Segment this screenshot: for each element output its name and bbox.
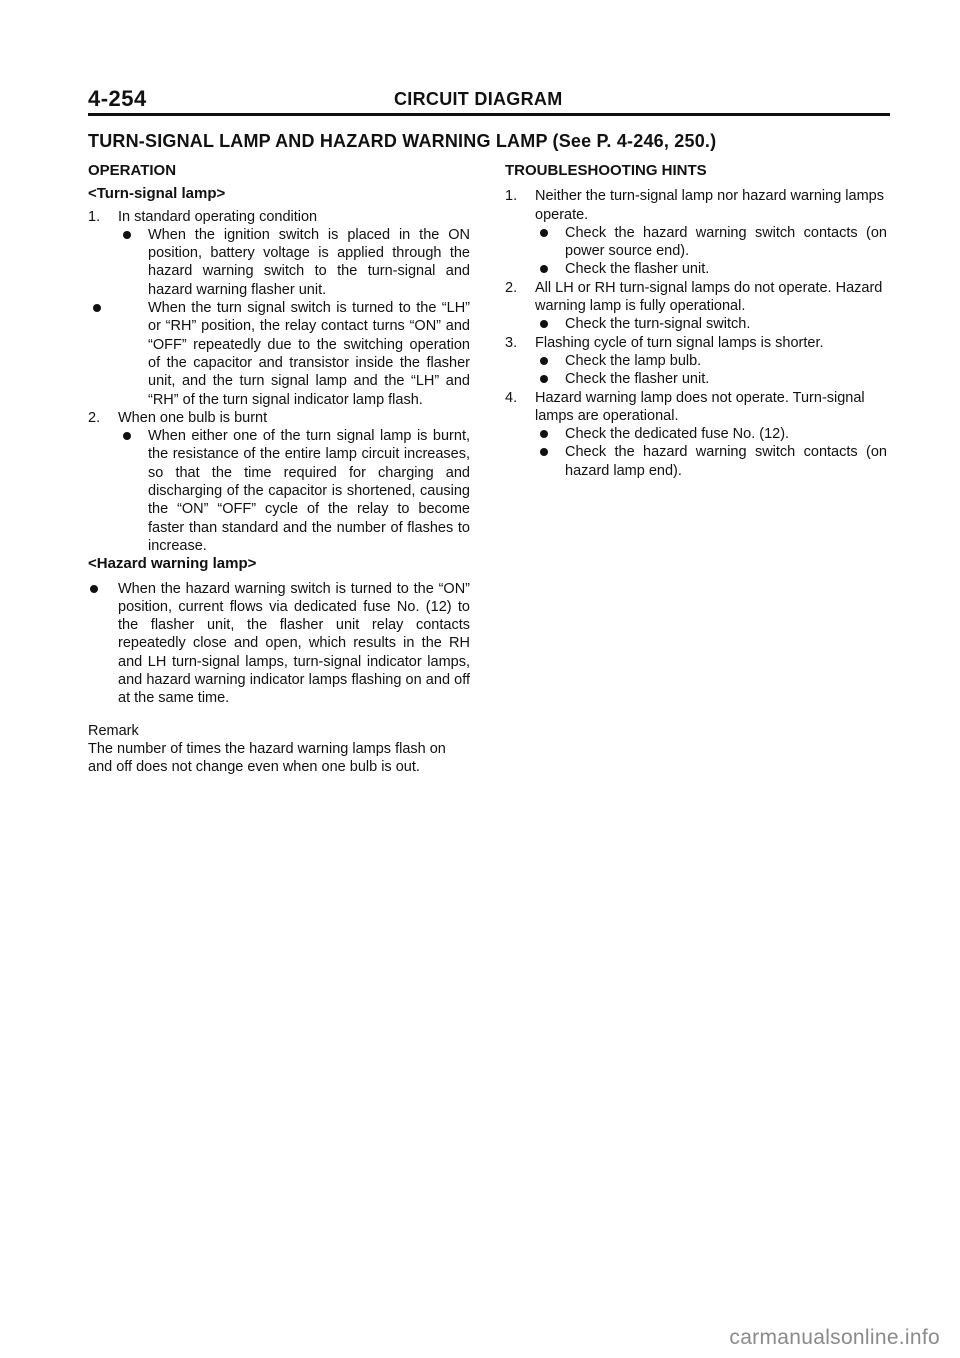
operation-item-1 [88,208,470,409]
bullet-text: When the hazard warning switch is turned to the “ON” position, current flows via dedicated fuse No. (12) to the flasher unit, the flasher unit relay contacts repeatedly close and open, which results in the RH and LH turn-signal lamps, turn-signal indicator lamps, and hazard warning indicator lamps flashing on and off at the same time. [118,580,470,707]
hint-item-2 [505,279,887,334]
item-number: 1. [505,188,518,205]
bullet-icon [123,231,131,239]
bullet-item [118,226,470,299]
bullet-icon [540,229,548,237]
running-head: CIRCUIT DIAGRAM [394,89,563,109]
troubleshooting-heading: TROUBLESHOOTING HINTS [505,162,707,179]
bullet-icon [93,304,101,312]
section-title: TURN-SIGNAL LAMP AND HAZARD WARNING LAMP (See P. 4-246, 250.) [88,131,717,151]
bullet-text: Check the flasher unit. [565,371,710,388]
bullet-icon [90,585,98,593]
hint-item-4 [505,389,887,480]
hint-item-1 [505,187,887,278]
item-text: Hazard warning lamp does not operate. Turn-signal lamps are operational. [535,389,865,424]
bullet-item [535,370,887,388]
bullet-icon [540,448,548,456]
bullet-item [118,427,470,555]
item-number: 1. [88,208,101,225]
troubleshooting-column [505,162,887,480]
bullet-item [535,443,887,480]
item-text: In standard operating condition [118,208,318,225]
page-number: 4-254 [88,86,147,111]
bullet-text: Check the hazard warning switch contacts (on hazard lamp end). [565,444,887,479]
item-number: 3. [505,334,518,351]
watermark[interactable]: carmanualsonline.info [729,1326,940,1349]
remark [88,722,470,777]
bullet-item [88,299,470,409]
bullet-text: When the turn signal switch is turned to the “LH” or “RH” position, the relay contact turns “ON” and “OFF” repeatedly due to the switching operation of the capacitor and transistor inside the flasher unit, and the turn signal lamp and the “LH” and “RH” of the turn signal indicator lamp flash. [148,300,470,408]
remark-text: The number of times the hazard warning lamps flash on and off does not change even when one bulb is out. [88,740,446,776]
remark-label: Remark [88,722,139,739]
bullet-text: Check the hazard warning switch contacts (on power source end). [565,224,887,260]
bullet-icon [540,265,548,273]
bullet-item [535,224,887,261]
bullet-text: Check the lamp bulb. [565,352,702,369]
item-text: When one bulb is burnt [118,409,268,426]
bullet-text: Check the dedicated fuse No. (12). [565,426,790,443]
hint-item-3 [505,334,887,389]
operation-item-2 [88,409,470,555]
turn-signal-heading: <Turn-signal lamp> [88,185,226,203]
hazard-bullet [88,580,470,708]
item-text: All LH or RH turn-signal lamps do not operate. Hazard warning lamp is fully operational. [535,279,883,315]
bullet-icon [540,430,548,438]
bullet-icon [540,320,548,328]
bullet-item [535,352,887,370]
bullet-text: Check the flasher unit. [565,261,710,278]
operation-heading: OPERATION [88,162,177,179]
bullet-item [535,425,887,443]
item-number: 2. [88,409,101,426]
operation-column [88,162,470,777]
item-number: 2. [505,279,518,296]
item-text: Neither the turn-signal lamp nor hazard warning lamps operate. [535,188,884,223]
page-header [88,86,890,110]
bullet-icon [123,432,131,440]
bullet-item [535,315,887,333]
bullet-text: When either one of the turn signal lamp is burnt, the resistance of the entire lamp circuit increases, so that the time required for charging and discharging of the capacitor is shortened, causing the “ON” “OFF” cycle of the relay to become faster than standard and the number of flashes to increase. [148,428,470,554]
item-number: 4. [505,389,518,406]
bullet-text: When the ignition switch is placed in the ON position, battery voltage is applied through the hazard warning switch to the turn-signal and hazard warning flasher unit. [148,226,470,298]
item-text: Flashing cycle of turn signal lamps is shorter. [535,334,824,351]
hazard-heading: <Hazard warning lamp> [88,555,257,573]
bullet-icon [540,375,548,383]
bullet-icon [540,357,548,365]
bullet-item [535,260,887,278]
bullet-text: Check the turn-signal switch. [565,316,751,333]
header-rule [88,113,890,116]
